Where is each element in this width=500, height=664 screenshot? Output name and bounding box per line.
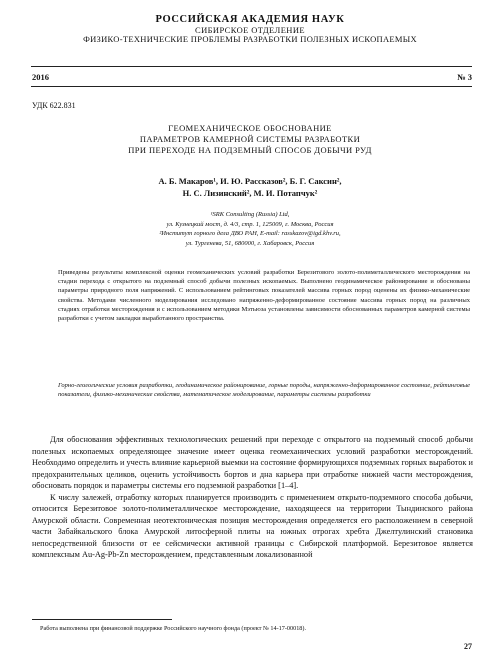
- affiliation-1-name: ¹SRK Consulting (Russia) Ltd,: [210, 211, 290, 218]
- journal-issue: № 3: [457, 72, 472, 82]
- header-rule-bottom: [31, 86, 472, 87]
- body-paragraph: Для обоснования эффективных технологических решений при переходе с открытого на подземный способ добычи полезных ископаемых определяющее значение имеет оценка геомеханических условий разработки месторождений. Необходимо определить и учесть влияние карьерной выемки на состояние формирующихся подземных горных выработок и предохранительных целиков, оценить устойчивость бортов и дна карьера при отработке нижней части месторождения, обосновать порядок и параметры системы его подземной разработки [1–4].: [32, 435, 473, 490]
- article-title-line: ГЕОМЕХАНИЧЕСКОЕ ОБОСНОВАНИЕ: [168, 123, 332, 133]
- keywords: Горно-геологические условия разработки, геодинамическое районирование, горные породы, напряженно-деформированное состояние, рейтинговые показатели, физико-механические свойства, математическое моделирование, параметры системы разработки: [58, 382, 470, 399]
- header-rule-top: [31, 66, 472, 67]
- article-title-line: ПАРАМЕТРОВ КАМЕРНОЙ СИСТЕМЫ РАЗРАБОТКИ: [139, 134, 361, 144]
- article-title: [0, 123, 500, 156]
- authors-line: Н. С. Лизинский², М. И. Потапчук²: [182, 188, 318, 198]
- journal-title-name: ФИЗИКО-ТЕХНИЧЕСКИЕ ПРОБЛЕМЫ РАЗРАБОТКИ ПОЛЕЗНЫХ ИСКОПАЕМЫХ: [83, 33, 417, 44]
- article-body: [32, 434, 473, 561]
- affiliation-2-name: ²Институт горного дела ДВО РАН, E-mail: rasskazov@igd.khv.ru,: [159, 230, 341, 237]
- article-authors: [0, 175, 500, 199]
- abstract: Приведены результаты комплексной оценки геомеханических условий разработки Березитового золото-полиметаллического месторождения на стадии перехода с открытого на подземный способ добычи полезных ископаемых. Выполнено геодинамическое районирование и обоснованы параметры природного поля напряжений. С использованием рейтинговых показателей массива горных пород оценены их физико-механические свойства. Методами численного моделирования исследовано напряженно-деформированное состояние массива горных пород на различных стадиях отработки месторождения и с использованием методики Мэтьюза установлены зависимости обоснованных параметров камерной системы разработки с учетом закладки выработанного пространства.: [58, 269, 470, 323]
- udk-code: УДК 622.831: [32, 101, 76, 110]
- authors-line: А. Б. Макаров¹, И. Ю. Рассказов², Б. Г. Саксин²,: [158, 176, 342, 186]
- journal-year: 2016: [32, 72, 49, 82]
- affiliation-1-address: ул. Кузнецкий мост, д. 4/3, стр. 1, 125009, г. Москва, Россия: [166, 220, 334, 228]
- article-title-line: ПРИ ПЕРЕХОДЕ НА ПОДЗЕМНЫЙ СПОСОБ ДОБЫЧИ РУД: [128, 145, 372, 155]
- journal-header: [0, 14, 500, 44]
- affiliations: [0, 210, 500, 248]
- journal-title-branch: СИБИРСКОЕ ОТДЕЛЕНИЕ: [195, 24, 305, 35]
- affiliation-2-address: ул. Тургенева, 51, 680000, г. Хабаровск, Россия: [185, 239, 315, 247]
- page-number: 27: [464, 642, 472, 651]
- journal-title-academy: РОССИЙСКАЯ АКАДЕМИЯ НАУК: [155, 14, 345, 25]
- body-paragraph: К числу залежей, отработку которых планируется производить с применением открыто-подземного способа добычи, относится Березитовое золото-полиметаллическое месторождение, находящееся на территории Тындинского района Амурской области. Современная неотектоническая позиция месторождения определяется его расположением в северной части Забайкальского блока Амурской литосферной плиты на южных отрогах хребта Джелтулинский становика непосредственной близости от ее сейсмически активной границы с Сибирской платформой. Березитовое является комплексным Au-Ag-Pb-Zn месторождением, представленным локализованной: [32, 492, 473, 559]
- footnote-rule: [32, 619, 172, 620]
- funding-footnote: Работа выполнена при финансовой поддержке Российского научного фонда (проект № 14-17-00018).: [40, 625, 306, 632]
